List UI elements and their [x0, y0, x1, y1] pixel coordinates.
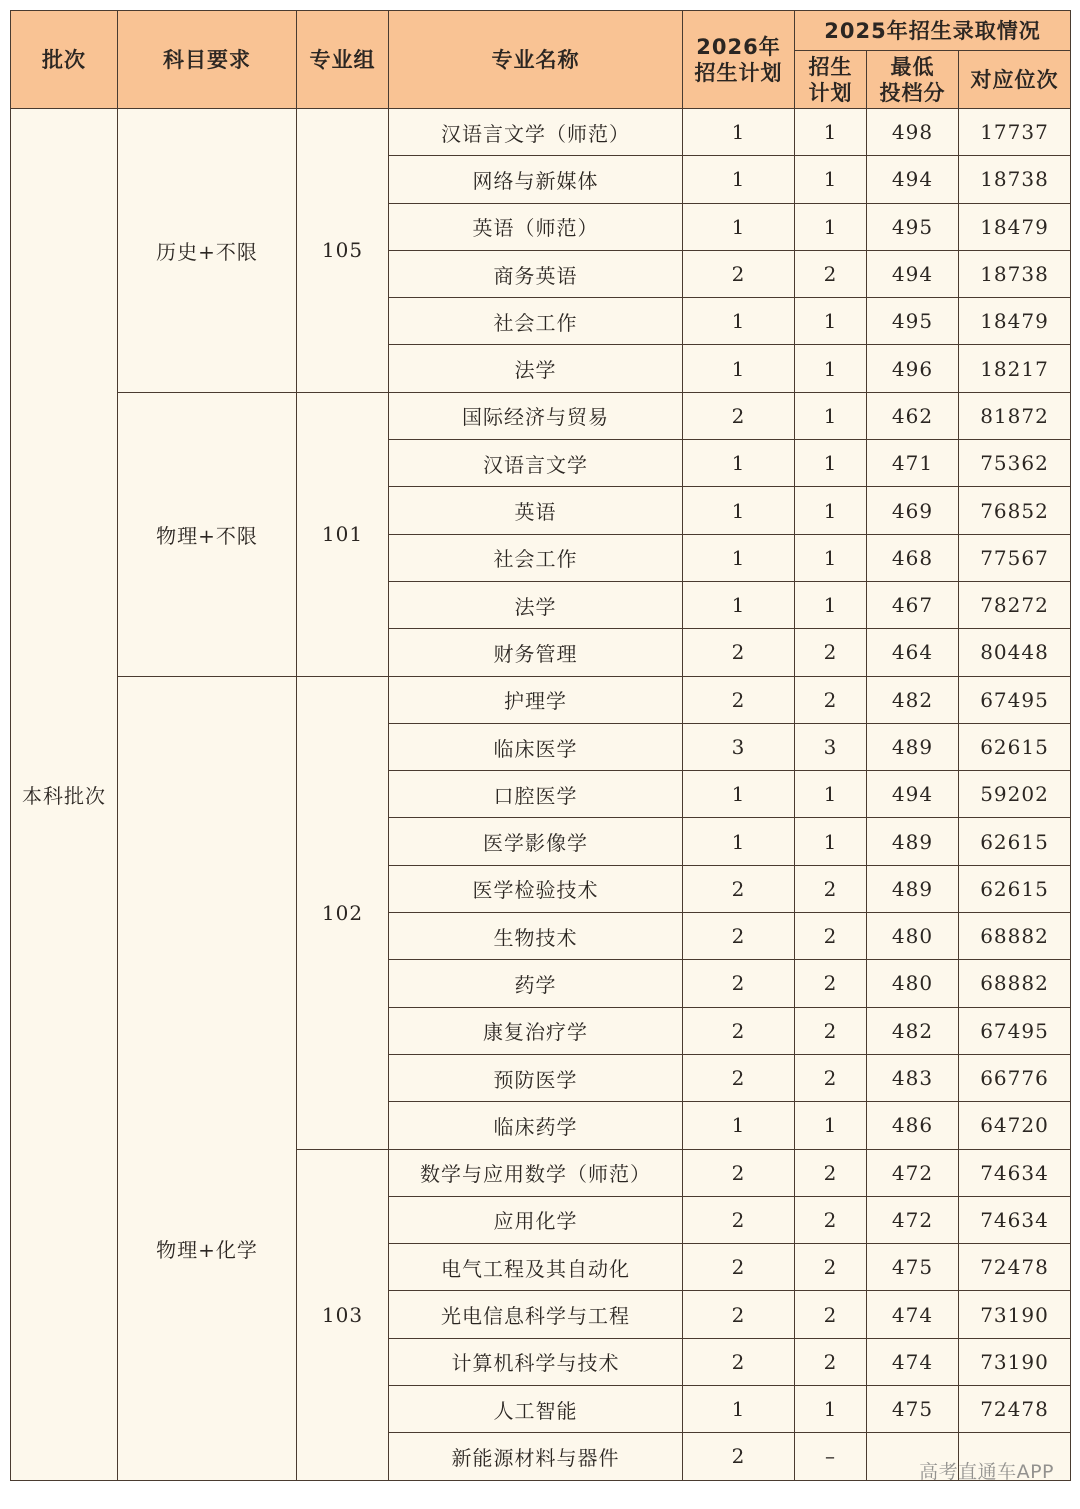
rank-cell: 80448: [959, 629, 1071, 676]
plan-2025-cell: 2: [795, 865, 867, 912]
plan-2025-cell: 2: [795, 1244, 867, 1291]
subject-requirement-cell: 物理+化学: [118, 676, 297, 1480]
plan-2026-cell: 2: [683, 676, 795, 723]
min-score-cell: 462: [867, 392, 959, 439]
plan-2026-cell: 2: [683, 392, 795, 439]
plan-2025-cell: 1: [795, 534, 867, 581]
plan-2025-cell: 1: [795, 1386, 867, 1433]
major-name-cell: 财务管理: [389, 629, 683, 676]
major-name-cell: 康复治疗学: [389, 1007, 683, 1054]
plan-2025-cell: 2: [795, 1054, 867, 1101]
major-name-cell: 预防医学: [389, 1054, 683, 1101]
plan-2025-cell: 2: [795, 960, 867, 1007]
plan-2026-cell: 2: [683, 629, 795, 676]
min-score-cell: 472: [867, 1149, 959, 1196]
rank-cell: 72478: [959, 1244, 1071, 1291]
major-name-cell: 社会工作: [389, 534, 683, 581]
plan-2025-cell: 1: [795, 345, 867, 392]
min-score-cell: 489: [867, 818, 959, 865]
min-score-cell: 469: [867, 487, 959, 534]
min-score-cell: 489: [867, 865, 959, 912]
rank-cell: 68882: [959, 913, 1071, 960]
rank-cell: 18217: [959, 345, 1071, 392]
min-score-cell: 468: [867, 534, 959, 581]
admission-table: [10, 10, 1071, 1481]
plan-2025-cell: 2: [795, 1149, 867, 1196]
rank-cell: 74634: [959, 1196, 1071, 1243]
plan-2025-cell: 2: [795, 676, 867, 723]
rank-cell: 59202: [959, 771, 1071, 818]
plan-2025-cell: 1: [795, 1102, 867, 1149]
major-name-cell: 临床医学: [389, 723, 683, 770]
major-name-cell: 口腔医学: [389, 771, 683, 818]
major-name-cell: 英语: [389, 487, 683, 534]
major-name-cell: 英语（师范）: [389, 203, 683, 250]
rank-cell: 81872: [959, 392, 1071, 439]
rank-cell: 76852: [959, 487, 1071, 534]
rank-cell: 67495: [959, 1007, 1071, 1054]
min-score-cell: 496: [867, 345, 959, 392]
rank-cell: 75362: [959, 440, 1071, 487]
rank-cell: 18738: [959, 156, 1071, 203]
rank-cell: 62615: [959, 865, 1071, 912]
min-score-cell: 471: [867, 440, 959, 487]
table-row: [11, 109, 1071, 156]
min-score-cell: 486: [867, 1102, 959, 1149]
min-score-cell: 475: [867, 1244, 959, 1291]
major-name-cell: 新能源材料与器件: [389, 1433, 683, 1480]
plan-2025-cell: 2: [795, 1196, 867, 1243]
min-score-cell: 480: [867, 913, 959, 960]
plan-2025-cell: 1: [795, 392, 867, 439]
major-name-cell: 医学影像学: [389, 818, 683, 865]
rank-cell: 18479: [959, 203, 1071, 250]
header-major-group: 专业组: [297, 11, 389, 109]
plan-2026-cell: 2: [683, 960, 795, 1007]
major-group-cell: 101: [297, 392, 389, 676]
plan-2025-cell: 2: [795, 1338, 867, 1385]
min-score-cell: 475: [867, 1386, 959, 1433]
plan-2025-cell: 2: [795, 629, 867, 676]
plan-2025-cell: 2: [795, 913, 867, 960]
plan-2026-cell: 1: [683, 440, 795, 487]
min-score-cell: 482: [867, 676, 959, 723]
major-group-cell: 102: [297, 676, 389, 1149]
header-major-name: 专业名称: [389, 11, 683, 109]
rank-cell: 73190: [959, 1291, 1071, 1338]
major-name-cell: 数学与应用数学（师范）: [389, 1149, 683, 1196]
table-row: [11, 676, 1071, 723]
plan-2026-cell: 1: [683, 487, 795, 534]
plan-2026-cell: 1: [683, 109, 795, 156]
header-admission-2025: 2025年招生录取情况: [795, 11, 1071, 51]
plan-2026-cell: 1: [683, 1386, 795, 1433]
major-name-cell: 护理学: [389, 676, 683, 723]
plan-2025-cell: 1: [795, 109, 867, 156]
plan-2026-cell: 2: [683, 1291, 795, 1338]
plan-2025-cell: 1: [795, 818, 867, 865]
plan-2026-cell: 1: [683, 203, 795, 250]
plan-2026-cell: 2: [683, 1054, 795, 1101]
plan-2026-cell: 1: [683, 581, 795, 628]
subject-requirement-cell: 历史+不限: [118, 109, 297, 393]
header-subject-requirement: 科目要求: [118, 11, 297, 109]
plan-2026-cell: 1: [683, 534, 795, 581]
batch-cell: 本科批次: [11, 109, 118, 1481]
plan-2026-cell: 1: [683, 298, 795, 345]
table-body: [11, 109, 1071, 1481]
subject-requirement-cell: 物理+不限: [118, 392, 297, 676]
rank-cell: 17737: [959, 109, 1071, 156]
rank-cell: 18479: [959, 298, 1071, 345]
min-score-cell: 474: [867, 1291, 959, 1338]
min-score-cell: 467: [867, 581, 959, 628]
rank-cell: 62615: [959, 818, 1071, 865]
header-plan-2025: 招生 计划: [795, 51, 867, 109]
admission-table-container: [10, 10, 1071, 1481]
rank-cell: 66776: [959, 1054, 1071, 1101]
major-name-cell: 法学: [389, 345, 683, 392]
major-name-cell: 汉语言文学: [389, 440, 683, 487]
plan-2026-cell: 1: [683, 1102, 795, 1149]
plan-2026-cell: 2: [683, 1244, 795, 1291]
plan-2026-cell: 2: [683, 1007, 795, 1054]
major-name-cell: 药学: [389, 960, 683, 1007]
rank-cell: 73190: [959, 1338, 1071, 1385]
header-batch: 批次: [11, 11, 118, 109]
major-name-cell: 临床药学: [389, 1102, 683, 1149]
plan-2025-cell: 1: [795, 581, 867, 628]
major-name-cell: 网络与新媒体: [389, 156, 683, 203]
min-score-cell: 494: [867, 156, 959, 203]
plan-2025-cell: –: [795, 1433, 867, 1480]
rank-cell: 18738: [959, 250, 1071, 297]
min-score-cell: 494: [867, 771, 959, 818]
plan-2025-cell: 1: [795, 203, 867, 250]
plan-2026-cell: 2: [683, 1149, 795, 1196]
min-score-cell: 480: [867, 960, 959, 1007]
plan-2025-cell: 1: [795, 440, 867, 487]
plan-2025-cell: 1: [795, 156, 867, 203]
major-name-cell: 法学: [389, 581, 683, 628]
major-name-cell: 汉语言文学（师范）: [389, 109, 683, 156]
header-rank: 对应位次: [959, 51, 1071, 109]
min-score-cell: 474: [867, 1338, 959, 1385]
min-score-cell: 495: [867, 298, 959, 345]
min-score-cell: 494: [867, 250, 959, 297]
plan-2025-cell: 1: [795, 298, 867, 345]
min-score-cell: 498: [867, 109, 959, 156]
header-min-score: 最低 投档分: [867, 51, 959, 109]
major-name-cell: 应用化学: [389, 1196, 683, 1243]
rank-cell: 72478: [959, 1386, 1071, 1433]
plan-2025-cell: 3: [795, 723, 867, 770]
plan-2026-cell: 1: [683, 771, 795, 818]
major-name-cell: 光电信息科学与工程: [389, 1291, 683, 1338]
plan-2026-cell: 2: [683, 865, 795, 912]
plan-2026-cell: 3: [683, 723, 795, 770]
rank-cell: 74634: [959, 1149, 1071, 1196]
plan-2025-cell: 1: [795, 771, 867, 818]
major-group-cell: 105: [297, 109, 389, 393]
major-name-cell: 计算机科学与技术: [389, 1338, 683, 1385]
plan-2026-cell: 1: [683, 156, 795, 203]
plan-2026-cell: 2: [683, 1338, 795, 1385]
rank-cell: 78272: [959, 581, 1071, 628]
plan-2026-cell: 2: [683, 1196, 795, 1243]
min-score-cell: 464: [867, 629, 959, 676]
plan-2025-cell: 1: [795, 487, 867, 534]
watermark: 高考直通车APP: [919, 1461, 1054, 1483]
major-name-cell: 社会工作: [389, 298, 683, 345]
plan-2025-cell: 2: [795, 1007, 867, 1054]
table-row: [11, 392, 1071, 439]
rank-cell: 68882: [959, 960, 1071, 1007]
min-score-cell: 482: [867, 1007, 959, 1054]
rank-cell: 67495: [959, 676, 1071, 723]
rank-cell: 62615: [959, 723, 1071, 770]
major-name-cell: 商务英语: [389, 250, 683, 297]
plan-2025-cell: 2: [795, 1291, 867, 1338]
plan-2026-cell: 1: [683, 818, 795, 865]
plan-2026-cell: 2: [683, 250, 795, 297]
major-group-cell: 103: [297, 1149, 389, 1480]
plan-2026-cell: 1: [683, 345, 795, 392]
plan-2026-cell: 2: [683, 1433, 795, 1480]
major-name-cell: 人工智能: [389, 1386, 683, 1433]
plan-2026-cell: 2: [683, 913, 795, 960]
min-score-cell: 495: [867, 203, 959, 250]
table-header: [11, 11, 1071, 109]
min-score-cell: 472: [867, 1196, 959, 1243]
rank-cell: 77567: [959, 534, 1071, 581]
major-name-cell: 医学检验技术: [389, 865, 683, 912]
rank-cell: 64720: [959, 1102, 1071, 1149]
header-plan-2026: 2026年 招生计划: [683, 11, 795, 109]
min-score-cell: 489: [867, 723, 959, 770]
major-name-cell: 国际经济与贸易: [389, 392, 683, 439]
plan-2025-cell: 2: [795, 250, 867, 297]
major-name-cell: 生物技术: [389, 913, 683, 960]
major-name-cell: 电气工程及其自动化: [389, 1244, 683, 1291]
min-score-cell: 483: [867, 1054, 959, 1101]
